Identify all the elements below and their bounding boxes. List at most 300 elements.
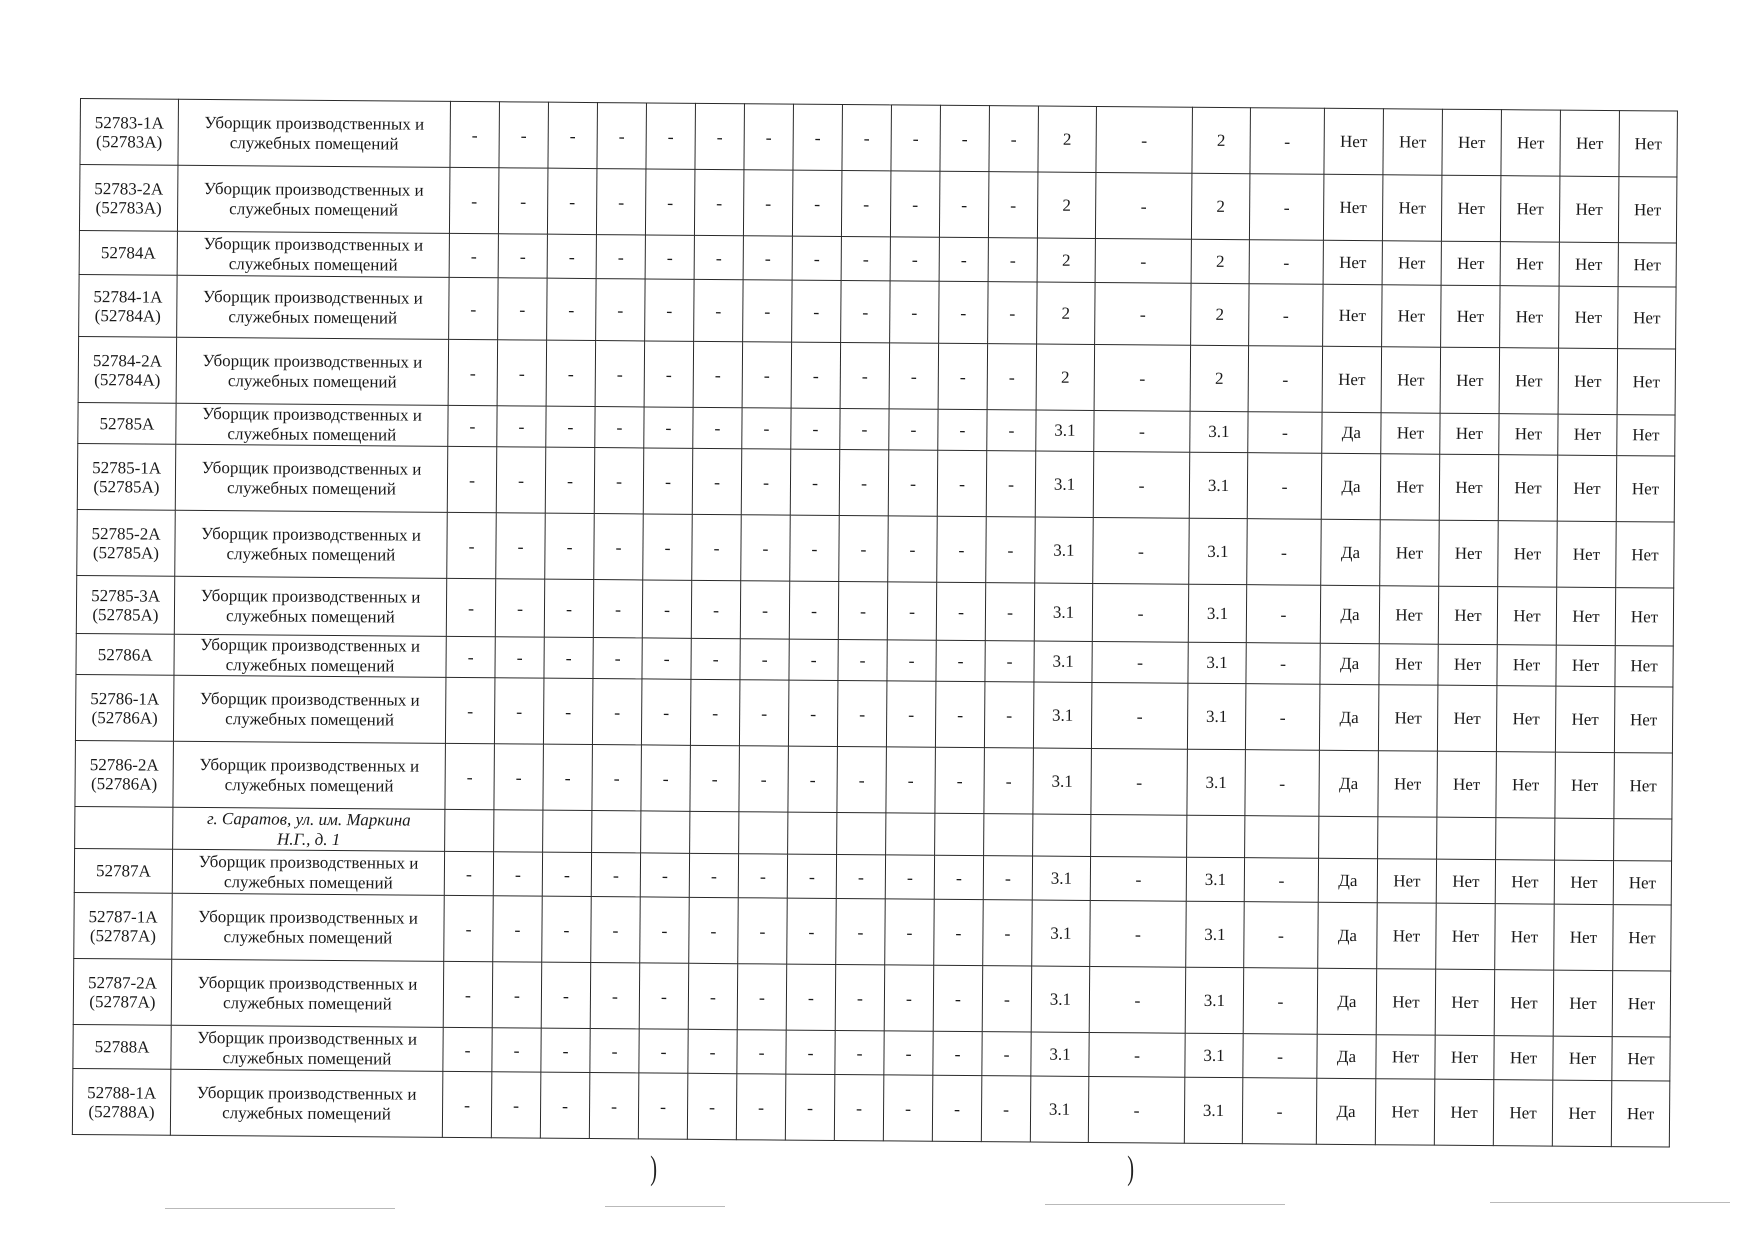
value-cell: - xyxy=(548,102,598,168)
value-cell: - xyxy=(449,233,498,277)
value-cell: Нет xyxy=(1617,349,1676,415)
cell-line: 52788-1А xyxy=(87,1082,157,1103)
value-cell: - xyxy=(1245,750,1320,817)
table-row xyxy=(74,892,1671,971)
value-cell: - xyxy=(445,743,495,809)
value-cell: - xyxy=(988,282,1037,344)
value-cell: - xyxy=(547,168,597,234)
value-cell: Нет xyxy=(1495,860,1554,904)
value-cell: Нет xyxy=(1558,414,1617,455)
value-cell: - xyxy=(498,168,548,234)
value-cell: - xyxy=(589,1073,639,1139)
value-cell: - xyxy=(1090,900,1187,967)
value-cell: - xyxy=(1095,172,1192,239)
value-cell: - xyxy=(1091,682,1188,749)
value-cell: Нет xyxy=(1382,175,1442,241)
value-cell: 3.1 xyxy=(1189,518,1248,584)
value-cell: 3.1 xyxy=(1190,411,1248,452)
value-cell: - xyxy=(937,516,987,582)
value-cell: - xyxy=(1093,517,1190,584)
value-cell: 2 xyxy=(1037,172,1096,238)
value-cell: - xyxy=(834,1074,884,1140)
value-cell: - xyxy=(639,1029,688,1073)
value-cell: - xyxy=(787,898,837,964)
value-cell: - xyxy=(938,343,988,409)
value-cell: Нет xyxy=(1613,905,1672,971)
cell-line: 52786-2А xyxy=(89,754,159,775)
value-cell: - xyxy=(497,340,547,406)
value-cell: Нет xyxy=(1379,586,1438,644)
value-cell: - xyxy=(1092,583,1188,642)
value-cell: - xyxy=(885,855,934,899)
value-cell: - xyxy=(443,1027,492,1071)
empty-cell xyxy=(494,810,543,852)
value-cell: Нет xyxy=(1382,285,1441,347)
scan-speck xyxy=(165,1208,395,1209)
position-cell xyxy=(170,1069,443,1137)
value-cell: - xyxy=(596,235,645,279)
cell-line: служебных помещений xyxy=(222,1102,391,1123)
address-cell xyxy=(173,807,445,851)
value-cell: - xyxy=(791,408,840,449)
value-cell: - xyxy=(595,341,645,407)
value-cell: - xyxy=(887,640,936,681)
empty-cell xyxy=(739,812,788,854)
cell-line: служебных помещений xyxy=(226,477,396,498)
workplace-code-cell xyxy=(75,674,174,741)
value-cell: - xyxy=(545,447,595,513)
value-cell: 3.1 xyxy=(1185,967,1244,1033)
workplace-code-cell xyxy=(74,848,172,893)
value-cell: - xyxy=(936,640,985,681)
cell-line: 52784-1А xyxy=(93,286,163,307)
scan-speck xyxy=(1045,1204,1285,1205)
cell-line: Уборщик производственных и xyxy=(204,112,425,134)
value-cell: - xyxy=(788,680,838,746)
cell-line: 52787-1А xyxy=(88,906,158,927)
value-cell: - xyxy=(594,448,644,514)
value-cell: 2 xyxy=(1037,282,1095,344)
value-cell: - xyxy=(687,1073,737,1139)
value-cell: - xyxy=(643,514,693,580)
value-cell: 2 xyxy=(1036,344,1095,410)
table-row xyxy=(72,1068,1669,1147)
value-cell: Нет xyxy=(1619,111,1678,177)
value-cell: - xyxy=(888,450,938,516)
value-cell: Нет xyxy=(1437,685,1497,751)
scan-speck xyxy=(1490,1202,1730,1203)
position-cell xyxy=(171,959,444,1027)
value-cell: - xyxy=(597,103,647,169)
value-cell: - xyxy=(643,448,693,514)
cell-line: 52786-1А xyxy=(90,688,160,709)
value-cell: - xyxy=(694,235,743,279)
value-cell: Нет xyxy=(1616,522,1675,588)
position-cell xyxy=(177,275,449,339)
cell-line: служебных помещений xyxy=(223,871,393,892)
value-cell: - xyxy=(891,105,941,171)
cell-line: 52788А xyxy=(94,1037,150,1057)
value-cell: - xyxy=(988,172,1038,238)
value-cell: - xyxy=(543,744,593,810)
cell-line: 52786А xyxy=(97,644,153,665)
value-cell: - xyxy=(546,406,595,447)
value-cell: - xyxy=(1095,282,1191,345)
value-cell: Нет xyxy=(1613,861,1671,905)
value-cell: - xyxy=(886,681,936,747)
cell-line: (52787А) xyxy=(89,925,157,946)
value-cell: Да xyxy=(1321,519,1381,585)
value-cell: - xyxy=(593,580,642,638)
value-cell: - xyxy=(839,515,889,581)
cell-line: (52787А) xyxy=(89,991,156,1012)
value-cell: 3.1 xyxy=(1031,1032,1089,1076)
empty-cell xyxy=(788,812,837,854)
value-cell: - xyxy=(590,963,640,1029)
value-cell: - xyxy=(939,171,989,237)
cell-line: 52785-1А xyxy=(92,457,162,478)
value-cell: - xyxy=(446,636,495,677)
value-cell: - xyxy=(934,899,984,965)
value-cell: Нет xyxy=(1558,348,1618,414)
table-row xyxy=(75,740,1672,819)
value-cell: - xyxy=(1243,1034,1317,1079)
cell-line: служебных помещений xyxy=(226,543,396,564)
value-cell: Нет xyxy=(1555,752,1615,818)
value-cell: - xyxy=(932,1075,982,1141)
value-cell: - xyxy=(792,236,841,280)
value-cell: Нет xyxy=(1500,176,1560,242)
value-cell: Нет xyxy=(1441,285,1500,347)
value-cell: - xyxy=(888,516,938,582)
value-cell: Нет xyxy=(1615,646,1673,687)
value-cell: - xyxy=(1244,858,1318,903)
value-cell: - xyxy=(841,280,890,342)
value-cell: - xyxy=(493,896,543,962)
cell-line: 52785А xyxy=(99,413,155,434)
empty-cell xyxy=(1555,818,1614,860)
workplace-code-cell xyxy=(76,575,174,634)
cell-line: 52783-1А xyxy=(94,112,164,133)
value-cell: - xyxy=(639,963,689,1029)
value-cell: - xyxy=(444,851,493,895)
value-cell: - xyxy=(1090,856,1186,901)
value-cell: Нет xyxy=(1383,109,1443,175)
value-cell: - xyxy=(591,853,640,897)
value-cell: - xyxy=(1247,453,1322,520)
value-cell: - xyxy=(939,237,988,281)
position-cell xyxy=(173,675,446,743)
empty-cell xyxy=(935,813,984,855)
value-cell: - xyxy=(446,578,495,636)
empty-cell xyxy=(984,814,1033,856)
value-cell: Нет xyxy=(1497,587,1556,645)
table-row xyxy=(79,165,1676,244)
empty-cell xyxy=(1378,817,1437,859)
cell-line: Уборщик производственных и xyxy=(197,972,418,994)
position-cell xyxy=(172,849,444,895)
value-cell: - xyxy=(984,748,1034,814)
value-cell: - xyxy=(544,637,593,678)
value-cell: Нет xyxy=(1377,859,1436,903)
empty-cell xyxy=(690,811,739,853)
value-cell: - xyxy=(934,855,983,899)
value-cell: - xyxy=(641,745,691,811)
value-cell: - xyxy=(638,1073,688,1139)
value-cell: - xyxy=(1249,240,1323,285)
value-cell: - xyxy=(737,964,787,1030)
cell-line: Уборщик производственных и xyxy=(203,286,423,308)
value-cell: 2 xyxy=(1037,238,1095,282)
value-cell: - xyxy=(989,106,1039,172)
value-cell: - xyxy=(982,966,1032,1032)
cell-line: 52783-2А xyxy=(94,178,164,199)
empty-cell xyxy=(445,809,494,851)
value-cell: - xyxy=(544,579,593,637)
value-cell: - xyxy=(499,102,549,168)
value-cell: Нет xyxy=(1323,284,1382,346)
value-cell: 3.1 xyxy=(1185,1033,1243,1077)
value-cell: - xyxy=(939,281,988,343)
value-cell: - xyxy=(448,405,497,446)
value-cell: - xyxy=(492,1028,541,1072)
value-cell: - xyxy=(837,680,887,746)
value-cell: Нет xyxy=(1435,969,1495,1035)
value-cell: - xyxy=(884,965,934,1031)
position-cell xyxy=(174,634,446,677)
value-cell: - xyxy=(540,1072,590,1138)
value-cell: Нет xyxy=(1441,241,1500,285)
value-cell: - xyxy=(442,1071,492,1137)
position-cell xyxy=(176,337,449,405)
value-cell: - xyxy=(645,279,694,341)
value-cell: Нет xyxy=(1553,970,1613,1036)
value-cell: - xyxy=(542,852,591,896)
value-cell: 2 xyxy=(1191,283,1249,345)
value-cell: - xyxy=(591,897,641,963)
value-cell: - xyxy=(495,637,544,678)
value-cell: - xyxy=(688,963,738,1029)
value-cell: - xyxy=(983,900,1033,966)
value-cell: - xyxy=(985,583,1034,641)
value-cell: Нет xyxy=(1324,108,1384,174)
value-cell: - xyxy=(1088,1076,1185,1143)
value-cell: - xyxy=(792,280,841,342)
empty-cell xyxy=(1437,817,1496,859)
value-cell: - xyxy=(736,1074,786,1140)
value-cell: - xyxy=(889,409,938,450)
value-cell: - xyxy=(890,281,939,343)
table-row xyxy=(77,509,1674,588)
value-cell: - xyxy=(592,679,642,745)
value-cell: - xyxy=(450,101,500,167)
value-cell: - xyxy=(884,1031,933,1075)
value-cell: - xyxy=(645,169,695,235)
workplace-code-cell xyxy=(80,99,179,166)
page-footer-marks xyxy=(0,1150,1754,1210)
value-cell: - xyxy=(1244,902,1319,969)
workplace-code-cell xyxy=(73,958,172,1025)
value-cell: - xyxy=(1095,238,1191,283)
value-cell: - xyxy=(983,856,1032,900)
value-cell: - xyxy=(694,279,743,341)
value-cell: - xyxy=(835,964,885,1030)
cell-line: (52785А) xyxy=(93,476,160,497)
value-cell: Нет xyxy=(1497,645,1556,686)
value-cell: - xyxy=(689,853,738,897)
position-cell xyxy=(177,165,450,233)
value-cell: - xyxy=(641,679,691,745)
value-cell: Нет xyxy=(1494,1036,1553,1080)
value-cell: Нет xyxy=(1499,348,1559,414)
cell-line: Уборщик производственных и xyxy=(196,1082,417,1104)
value-cell: - xyxy=(595,407,644,448)
workplace-code-cell xyxy=(79,230,177,275)
value-cell: Нет xyxy=(1498,455,1558,521)
value-cell: - xyxy=(1091,748,1188,815)
cell-line: Уборщик производственных и xyxy=(201,457,422,479)
value-cell: - xyxy=(842,104,892,170)
value-cell: Да xyxy=(1318,858,1377,902)
cell-line: 52785-2А xyxy=(91,523,161,544)
value-cell: - xyxy=(841,170,891,236)
value-cell: - xyxy=(885,899,935,965)
value-cell: - xyxy=(785,1074,835,1140)
value-cell: - xyxy=(644,341,694,407)
value-cell: Нет xyxy=(1380,454,1440,520)
value-cell: Нет xyxy=(1618,243,1676,287)
value-cell: - xyxy=(447,446,497,512)
value-cell: Нет xyxy=(1559,176,1619,242)
value-cell: Нет xyxy=(1441,175,1501,241)
value-cell: Нет xyxy=(1552,1080,1612,1146)
value-cell: - xyxy=(986,451,1036,517)
value-cell: Нет xyxy=(1496,752,1556,818)
code-cell xyxy=(75,806,173,849)
value-cell: - xyxy=(1242,1078,1317,1145)
value-cell: - xyxy=(596,279,645,341)
value-cell: - xyxy=(793,104,843,170)
value-cell: Нет xyxy=(1560,110,1620,176)
value-cell: - xyxy=(449,167,499,233)
value-cell: - xyxy=(889,343,939,409)
value-cell: - xyxy=(689,897,739,963)
table-row xyxy=(77,443,1674,522)
value-cell: - xyxy=(739,746,789,812)
value-cell: - xyxy=(690,679,740,745)
value-cell: - xyxy=(1094,410,1190,452)
cell-line: (52783А) xyxy=(96,131,163,152)
workplace-code-cell xyxy=(79,165,178,232)
value-cell: - xyxy=(542,896,592,962)
empty-cell xyxy=(641,811,690,853)
value-cell: - xyxy=(835,1030,884,1074)
value-cell: 3.1 xyxy=(1033,748,1092,814)
value-cell: - xyxy=(1094,344,1191,411)
binding-mark-left: ) xyxy=(650,1150,658,1187)
cell-line: Уборщик производственных и xyxy=(199,688,420,710)
cell-line: служебных помещений xyxy=(223,926,393,947)
value-cell: Нет xyxy=(1323,240,1382,284)
value-cell: - xyxy=(492,962,542,1028)
value-cell: Нет xyxy=(1494,970,1554,1036)
value-cell: Нет xyxy=(1376,969,1436,1035)
value-cell: - xyxy=(642,638,691,679)
value-cell: Нет xyxy=(1616,456,1675,522)
value-cell: - xyxy=(744,104,794,170)
cell-line: служебных помещений xyxy=(227,370,397,391)
value-cell: - xyxy=(937,450,987,516)
table-row xyxy=(75,674,1672,753)
value-cell: - xyxy=(547,278,596,340)
value-cell: - xyxy=(644,407,693,448)
value-cell: 3.1 xyxy=(1188,584,1246,642)
value-cell: - xyxy=(497,406,546,447)
value-cell: Нет xyxy=(1556,645,1615,686)
value-cell: - xyxy=(1093,451,1190,518)
cell-line: (52785А) xyxy=(92,604,159,625)
value-cell: - xyxy=(742,408,791,449)
value-cell: - xyxy=(743,236,792,280)
value-cell: - xyxy=(987,410,1036,451)
empty-cell xyxy=(592,811,641,853)
cell-line: 52784А xyxy=(100,243,156,263)
value-cell: - xyxy=(737,1030,786,1074)
cell-line: Уборщик производственных и xyxy=(199,754,420,776)
value-cell: Нет xyxy=(1614,687,1673,753)
value-cell: 2 xyxy=(1191,173,1250,239)
cell-line: (52788А) xyxy=(88,1101,155,1122)
value-cell: Нет xyxy=(1556,587,1615,645)
value-cell: 3.1 xyxy=(1034,641,1092,682)
value-cell: - xyxy=(447,512,497,578)
position-cell xyxy=(178,99,451,167)
value-cell: - xyxy=(981,1076,1031,1142)
value-cell: Да xyxy=(1317,968,1377,1034)
value-cell: Нет xyxy=(1375,1079,1435,1145)
value-cell: - xyxy=(836,898,886,964)
workplace-code-cell xyxy=(79,274,177,337)
value-cell: 3.1 xyxy=(1036,410,1094,451)
value-cell: - xyxy=(743,170,793,236)
value-cell: 3.1 xyxy=(1184,1077,1243,1143)
value-cell: - xyxy=(984,682,1034,748)
value-cell: - xyxy=(883,1075,933,1141)
value-cell: - xyxy=(886,747,936,813)
value-cell: - xyxy=(594,514,644,580)
value-cell: 3.1 xyxy=(1188,642,1246,683)
value-cell: Нет xyxy=(1557,455,1617,521)
empty-cell xyxy=(1614,819,1672,861)
value-cell: - xyxy=(448,339,498,405)
value-cell: - xyxy=(935,681,985,747)
value-cell: Нет xyxy=(1612,1037,1670,1081)
value-cell: - xyxy=(692,514,742,580)
value-cell: - xyxy=(789,639,838,680)
position-cell xyxy=(176,403,448,446)
value-cell: - xyxy=(738,854,787,898)
value-cell: Нет xyxy=(1617,415,1675,456)
value-cell: Да xyxy=(1320,585,1379,643)
value-cell: - xyxy=(940,105,990,171)
value-cell: - xyxy=(1248,346,1323,413)
value-cell: - xyxy=(787,854,836,898)
value-cell: Нет xyxy=(1493,1080,1553,1146)
cell-line: 52784-2А xyxy=(92,350,162,371)
cell-line: Уборщик производственных и xyxy=(201,523,422,545)
value-cell: - xyxy=(1246,585,1320,644)
value-cell: - xyxy=(839,449,889,515)
